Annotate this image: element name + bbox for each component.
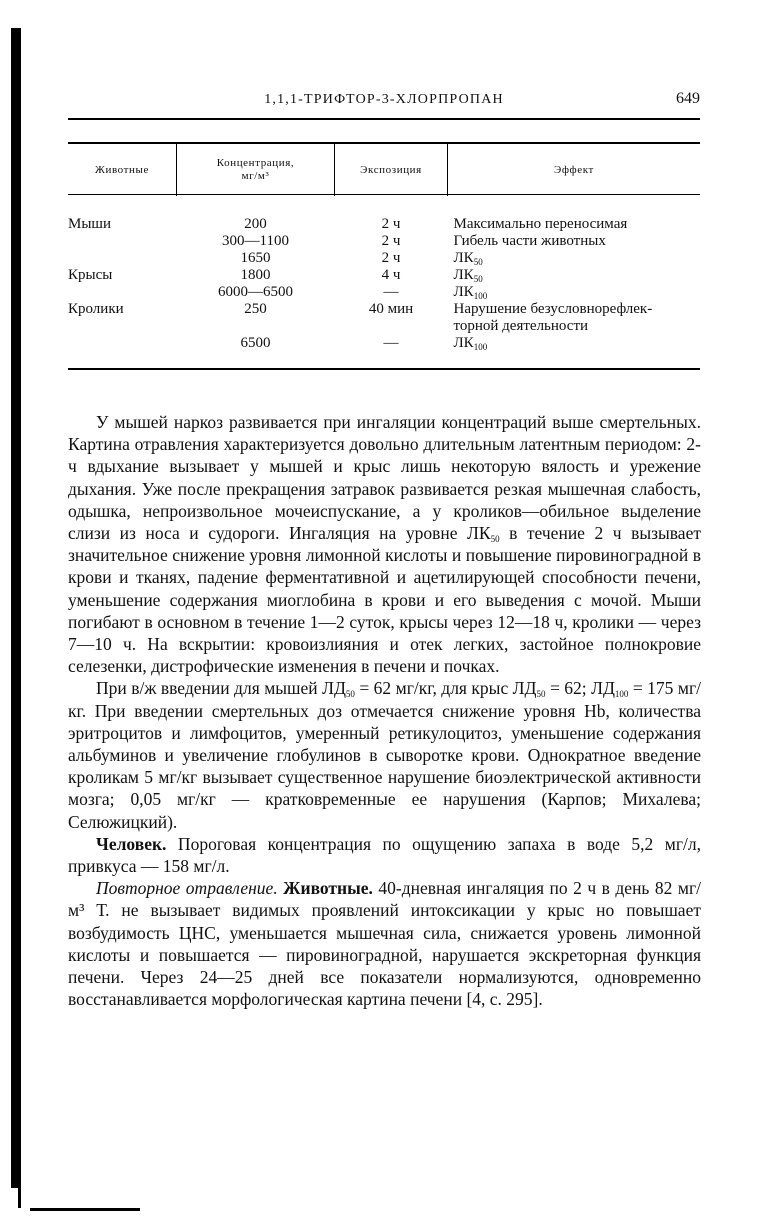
paragraph-human: Человек. Пороговая концентрация по ощущению запаха в воде 5,2 мг/л, привкуса — 158 мг/л. — [68, 833, 701, 877]
lead-repeated: Повторное отравление. — [96, 878, 278, 899]
table-row — [68, 335, 700, 352]
cell-effect: $ЛК_{50}$ — [453, 250, 483, 267]
cell-exposure: — — [383, 335, 399, 351]
table-bottom-rule — [68, 368, 700, 370]
toxicity-table — [68, 144, 700, 352]
cell-concentration: 6500 — [240, 335, 271, 351]
cell-effect: $ЛК_{100}$ — [453, 284, 488, 301]
cell-animal — [68, 284, 177, 301]
cell-exposure: 40 мин — [368, 301, 414, 317]
cell-concentration: 1800 — [240, 267, 271, 283]
cell-exposure: 2 ч — [381, 233, 401, 249]
lead-animals: Животные. — [277, 878, 373, 899]
table-row — [68, 267, 700, 284]
cell-effect: Максимально переносимая — [453, 216, 628, 232]
cell-concentration: 300—1100 — [222, 233, 289, 249]
paragraph-oral-dose: При в/ж введении для мышей $ЛД_{50} = 62$ мг/кг, для крыс $ЛД_{50} = 62$; $ЛД_{100} = 175$ мг/кг. При введении смертельных доз отмечается снижение уровня Hb, количества эритроцитов и лимфоцитов, умеренный ретикулоцитоз, уменьшение содержания альбуминов и увеличение глобулинов в сыворотке крови. Однократное введение кроликам 5 мг/кг вызывает существенное нарушение биоэлектрической активности мозга; 0,05 мг/кг — кратковременные ее нарушения (Карпов; Михалева; Селюжицкий). — [68, 678, 701, 832]
table-row — [68, 301, 700, 335]
cell-animal: Кролики — [68, 301, 124, 317]
table-row — [68, 284, 700, 301]
cell-effect: Гибель части животных — [453, 233, 606, 249]
cell-exposure: — — [383, 284, 399, 300]
cell-concentration: 1650 — [240, 250, 271, 266]
body-text — [68, 411, 701, 1010]
cell-effect: $ЛК_{50}$ — [453, 267, 483, 284]
cell-effect: $ЛК_{100}$ — [453, 335, 488, 352]
cell-animal: Мыши — [68, 216, 111, 232]
running-header — [68, 92, 700, 114]
cell-animal — [68, 233, 177, 250]
running-title: 1,1,1-ТРИФТОР-3-ХЛОРПРОПАН — [264, 92, 504, 107]
header-rule — [68, 118, 700, 120]
page-edge-line — [18, 28, 21, 1208]
header-concentration: Концентрация, мг/м³ — [177, 144, 335, 196]
table-row — [68, 196, 700, 233]
cell-effect: Нарушение безусловнорефлек- торной деятельности — [453, 301, 653, 334]
header-effect: Эффект — [448, 144, 701, 196]
table-header-row — [68, 144, 700, 196]
paragraph-narcosis: У мышей наркоз развивается при ингаляции концентраций выше смертельных. Картина отравления характеризуется довольно длительным латентным периодом: 2-ч вдыхание вызывает у мышей и крыс лишь некоторую вялость и урежение дыхания. Уже после прекращения затравок развивается резкая мышечная слабость, одышка, непроизвольное мочеиспускание, а у кроликов—обильное выделение слизи из носа и судороги. Ингаляция на уровне $ЛК_{50}$ в течение 2 ч вызывает значительное снижение уровня лимонной кислоты и повышение пировиноградной в крови и тканях, падение ферментативной и ацетилирующей способности печени, уменьшение содержания миоглобина в крови и его выведения с мочой. Мыши погибают в основном в течение 1—2 суток, крысы через 12—18 ч, кролики — через 7—10 ч. На вскрытии: кровоизлияния и отек легких, застойное полнокровие селезенки, дистрофические изменения в печени и почках. — [68, 412, 701, 677]
cell-exposure: 2 ч — [381, 216, 401, 232]
header-exposure: Экспозиция — [335, 144, 448, 196]
cell-animal: Крысы — [68, 267, 113, 283]
table-row — [68, 233, 700, 250]
cell-animal — [68, 250, 177, 267]
cell-exposure: 2 ч — [381, 250, 401, 266]
cell-concentration: 200 — [244, 216, 267, 232]
cell-concentration: 6000—6500 — [218, 284, 293, 300]
cell-animal — [68, 335, 177, 352]
table-row — [68, 250, 700, 267]
lead-human: Человек. — [96, 833, 167, 854]
cell-exposure: 4 ч — [381, 267, 401, 283]
page-number: 649 — [676, 90, 700, 107]
paragraph-repeated-poisoning: Повторное отравление. Животные. 40-дневная ингаляция по 2 ч в день 82 мг/м³ Т. не вызывает видимых проявлений интоксикации у крыс но повышает возбудимость ЦНС, уменьшается мышечная сила, снижается уровень лимонной кислоты и повышается — пировиноградной, нарушается экскреторная функция печени. Через 24—25 дней все показатели нормализуются, одновременно восстанавливается морфологическая картина печени [4, с. 295]. — [68, 878, 701, 1010]
bottom-rule — [30, 1208, 140, 1211]
cell-concentration: 250 — [244, 301, 267, 317]
header-animals: Животные — [95, 163, 149, 176]
